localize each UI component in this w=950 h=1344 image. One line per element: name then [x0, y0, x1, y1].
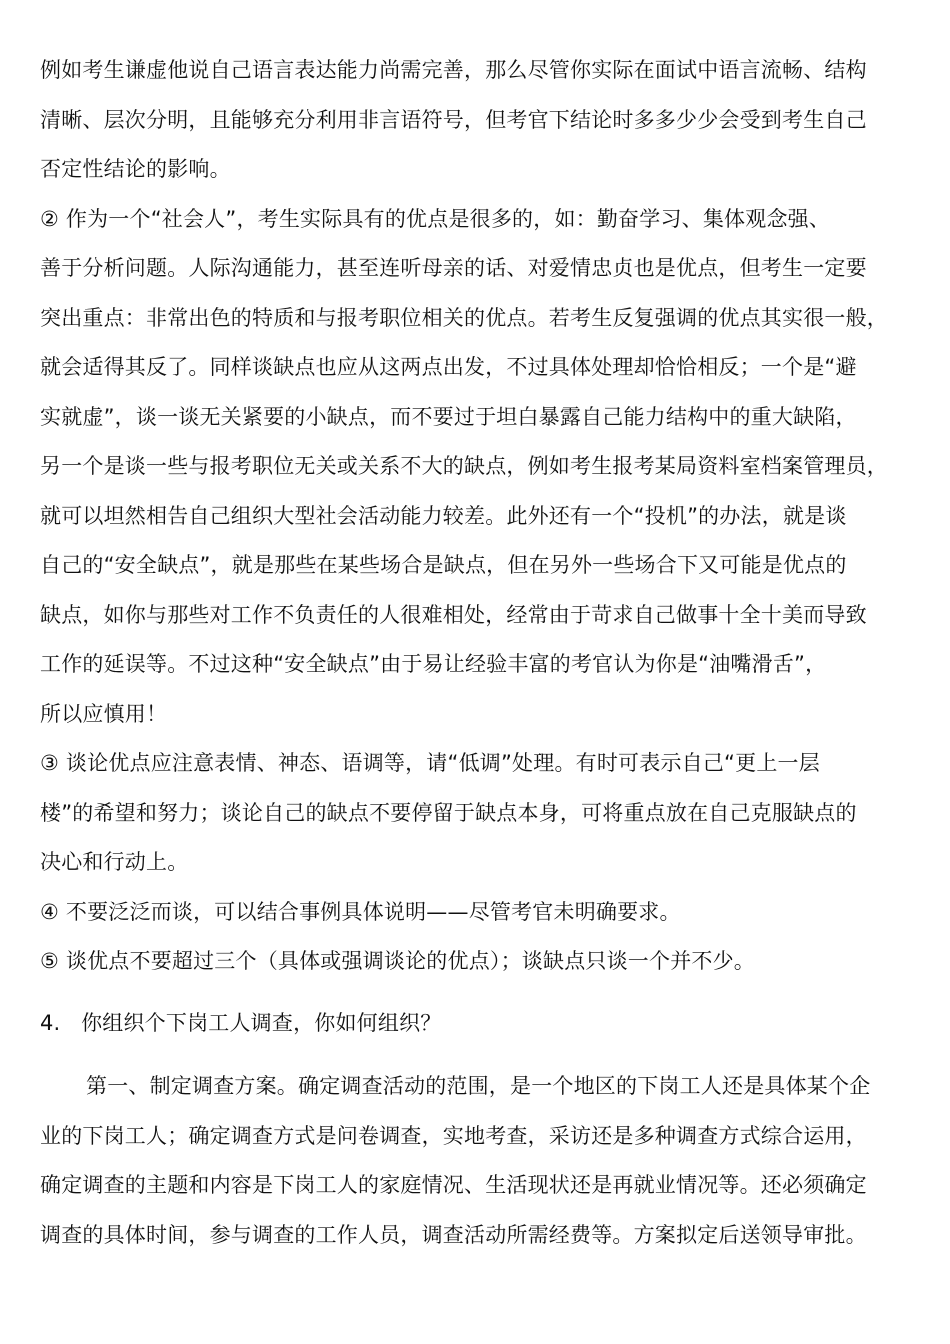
spacer [40, 1048, 920, 1062]
paragraph-point-5 [40, 937, 920, 987]
question-text: 你组织个下岗工人调查，你如何组织？ [81, 1010, 442, 1035]
paragraph-point-2 [40, 195, 920, 740]
text-line: 善于分析问题。人际沟通能力，甚至连听母亲的话、对爱情忠贞也是优点，但考生一定要 [40, 256, 867, 280]
text-line: 就会适得其反了。同样谈缺点也应从这两点出发，不过具体处理却恰恰相反；一个是“避 [40, 355, 857, 379]
text-line: 缺点，如你与那些对工作不负责任的人很难相处，经常由于苛求自己做事十全十美而导致 [40, 602, 867, 627]
text-line: 清晰、层次分明，且能够充分利用非言语符号，但考官下结论时多多少少会受到考生自己 [40, 107, 867, 132]
text-line: ④ 不要泛泛而谈，可以结合事例具体说明——尽管考官未明确要求。 [40, 899, 681, 924]
text-line: 确定调查的主题和内容是下岗工人的家庭情况、生活现状还是再就业情况等。还必须确定 [40, 1173, 867, 1197]
text-line: 楼”的希望和努力；谈论自己的缺点不要停留于缺点本身，可将重点放在自己克服缺点的 [40, 800, 857, 825]
answer-paragraph [40, 1062, 920, 1260]
paragraph-self-assessment-effect [40, 46, 920, 195]
paragraph-point-4 [40, 888, 920, 938]
text-line: 否定性结论的影响。 [40, 157, 231, 181]
text-line: 调查的具体时间，参与调查的工作人员，调查活动所需经费等。方案拟定后送领导审批。 [40, 1222, 867, 1247]
text-line: 决心和行动上。 [40, 850, 189, 874]
text-line: 例如考生谦虚他说自己语言表达能力尚需完善，那么尽管你实际在面试中语言流畅、结构 [40, 58, 867, 82]
text-line: 自己的“安全缺点”，就是那些在某些场合是缺点，但在另外一些场合下又可能是优点的 [40, 553, 847, 577]
question-heading [40, 999, 920, 1049]
text-line: ③ 谈论优点应注意表情、神态、语调等，请“低调”处理。有时可表示自己“更上一层 [40, 751, 820, 775]
text-line: 业的下岗工人；确定调查方式是问卷调查，实地考查，采访还是多种调查方式综合运用， [40, 1123, 867, 1148]
text-line: 就可以坦然相告自己组织大型社会活动能力较差。此外还有一个“投机”的办法，就是谈 [40, 503, 847, 528]
document-page [40, 46, 920, 1260]
text-line: 工作的延误等。不过这种“安全缺点”由于易让经验丰富的考官认为你是“油嘴滑舌”， [40, 652, 827, 676]
question-number: 4. [40, 1010, 61, 1035]
text-line: 实就虚”，谈一谈无关紧要的小缺点，而不要过于坦白暴露自己能力结构中的重大缺陷， [40, 404, 857, 429]
text-line: 突出重点：非常出色的特质和与报考职位相关的优点。若考生反复强调的优点其实很一般， [40, 305, 888, 330]
spacer [40, 987, 920, 999]
text-line: ⑤ 谈优点不要超过三个（具体或强调谈论的优点）；谈缺点只谈一个并不少。 [40, 949, 755, 973]
text-line: ② 作为一个“社会人”，考生实际具有的优点是很多的，如：勤奋学习、集体观念强、 [40, 206, 831, 231]
text-line: 第一、制定调查方案。确定调查活动的范围，是一个地区的下岗工人还是具体某个企 [86, 1074, 871, 1098]
paragraph-point-3 [40, 739, 920, 888]
text-line: 另一个是谈一些与报考职位无关或关系不大的缺点，例如考生报考某局资料室档案管理员， [40, 454, 888, 478]
text-line: 所以应慎用！ [40, 701, 168, 726]
